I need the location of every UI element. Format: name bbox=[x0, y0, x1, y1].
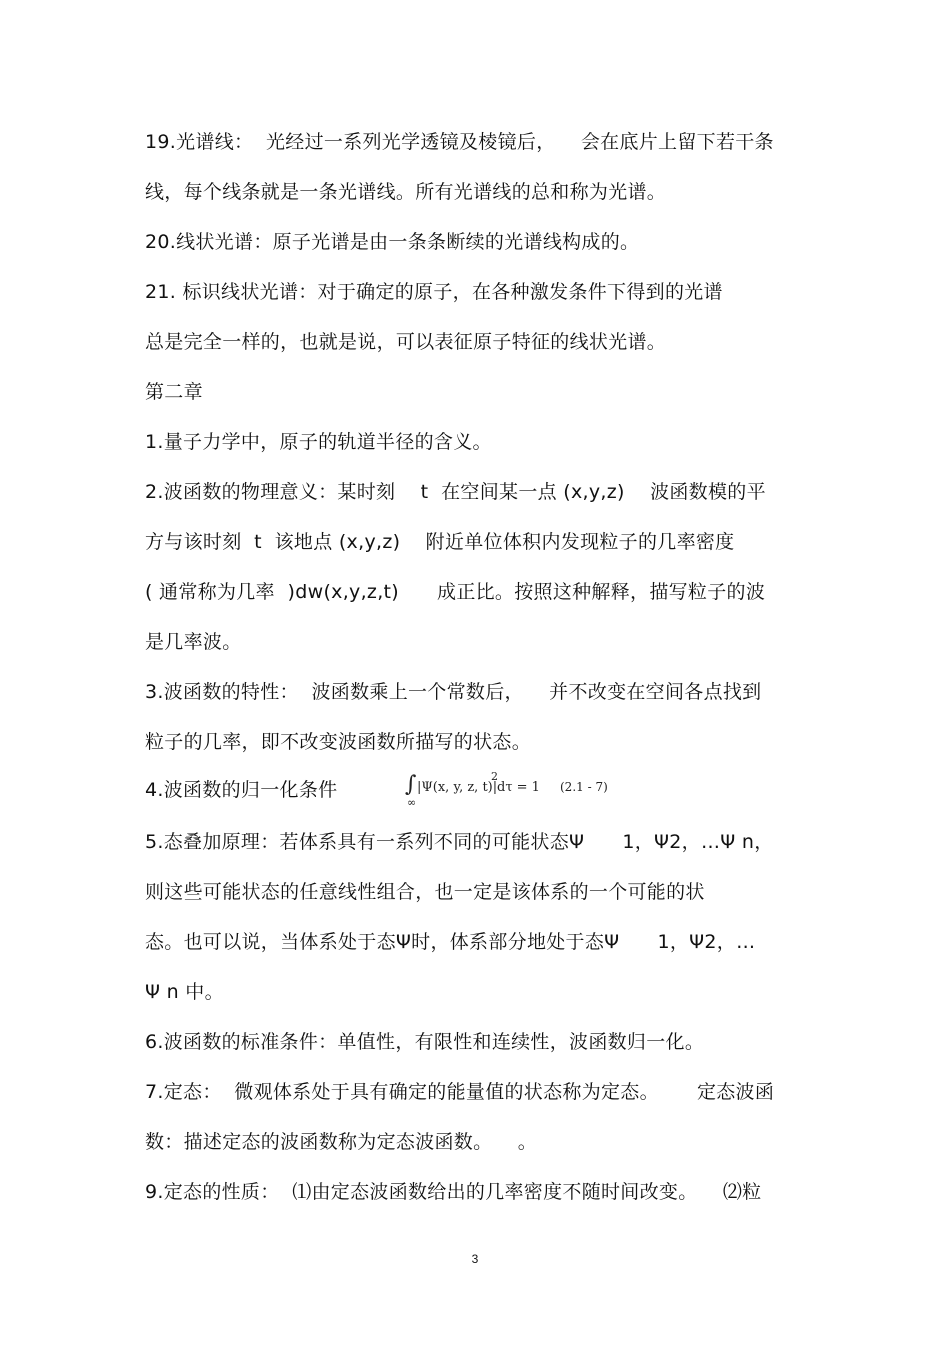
text-line: 总是完全一样的，也就是说，可以表征原子特征的线状光谱。 bbox=[145, 331, 667, 353]
text-line: 1.量子力学中，原子的轨道半径的含义。 bbox=[145, 431, 492, 453]
normalization-formula bbox=[405, 770, 625, 810]
integral-sign: ∫ bbox=[405, 772, 417, 797]
text-line: 9.定态的性质： ⑴由定态波函数给出的几率密度不随时间改变。 ⑵粒 bbox=[145, 1181, 762, 1203]
text-line: 方与该时刻 t 该地点 (x,y,z) 附近单位体积内发现粒子的几率密度 bbox=[145, 531, 735, 553]
text-line: ( 通常称为几率 )dw(x,y,z,t) 成正比。按照这种解释，描写粒子的波 bbox=[145, 581, 766, 603]
text-line: 4.波函数的归一化条件 bbox=[145, 779, 338, 801]
text-line: 6.波函数的标准条件：单值性，有限性和连续性，波函数归一化。 bbox=[145, 1031, 705, 1053]
formula-rhs: dτ = 1 bbox=[497, 780, 540, 795]
chapter-heading: 第二章 bbox=[145, 381, 203, 403]
text-line: 态。也可以说，当体系处于态Ψ时，体系部分地处于态Ψ 1，Ψ2，… bbox=[145, 931, 756, 953]
text-line: Ψ n 中。 bbox=[145, 981, 224, 1003]
text-line: 19.光谱线： 光经过一系列光学透镜及棱镜后， 会在底片上留下若干条 bbox=[145, 131, 774, 153]
text-line: 5.态叠加原理：若体系具有一系列不同的可能状态Ψ 1，Ψ2，…Ψ n， bbox=[145, 831, 774, 853]
text-line: 2.波函数的物理意义：某时刻 t 在空间某一点 (x,y,z) 波函数模的平 bbox=[145, 481, 766, 503]
text-line: 则这些可能状态的任意线性组合，也一定是该体系的一个可能的状 bbox=[145, 881, 705, 903]
text-line: 20.线状光谱：原子光谱是由一条条断续的光谱线构成的。 bbox=[145, 231, 640, 253]
formula-integrand: |Ψ(x, y, z, t)| bbox=[417, 780, 498, 795]
text-line: 粒子的几率，即不改变波函数所描写的状态。 bbox=[145, 731, 532, 753]
text-line: 数：描述定态的波函数称为定态波函数。 。 bbox=[145, 1131, 538, 1153]
formula-exponent: 2 bbox=[491, 770, 498, 783]
text-line: 线，每个线条就是一条光谱线。所有光谱线的总和称为光谱。 bbox=[145, 181, 667, 203]
text-line: 3.波函数的特性： 波函数乘上一个常数后， 并不改变在空间各点找到 bbox=[145, 681, 762, 703]
page-number: 3 bbox=[471, 1252, 479, 1266]
text-line: 21. 标识线状光谱：对于确定的原子，在各种激发条件下得到的光谱 bbox=[145, 281, 723, 303]
text-line: 7.定态： 微观体系处于具有确定的能量值的状态称为定态。 定态波函 bbox=[145, 1081, 775, 1103]
integral-lower-limit: ∞ bbox=[407, 796, 417, 809]
text-line: 是几率波。 bbox=[145, 631, 242, 653]
equation-number: (2.1 - 7) bbox=[560, 780, 608, 794]
